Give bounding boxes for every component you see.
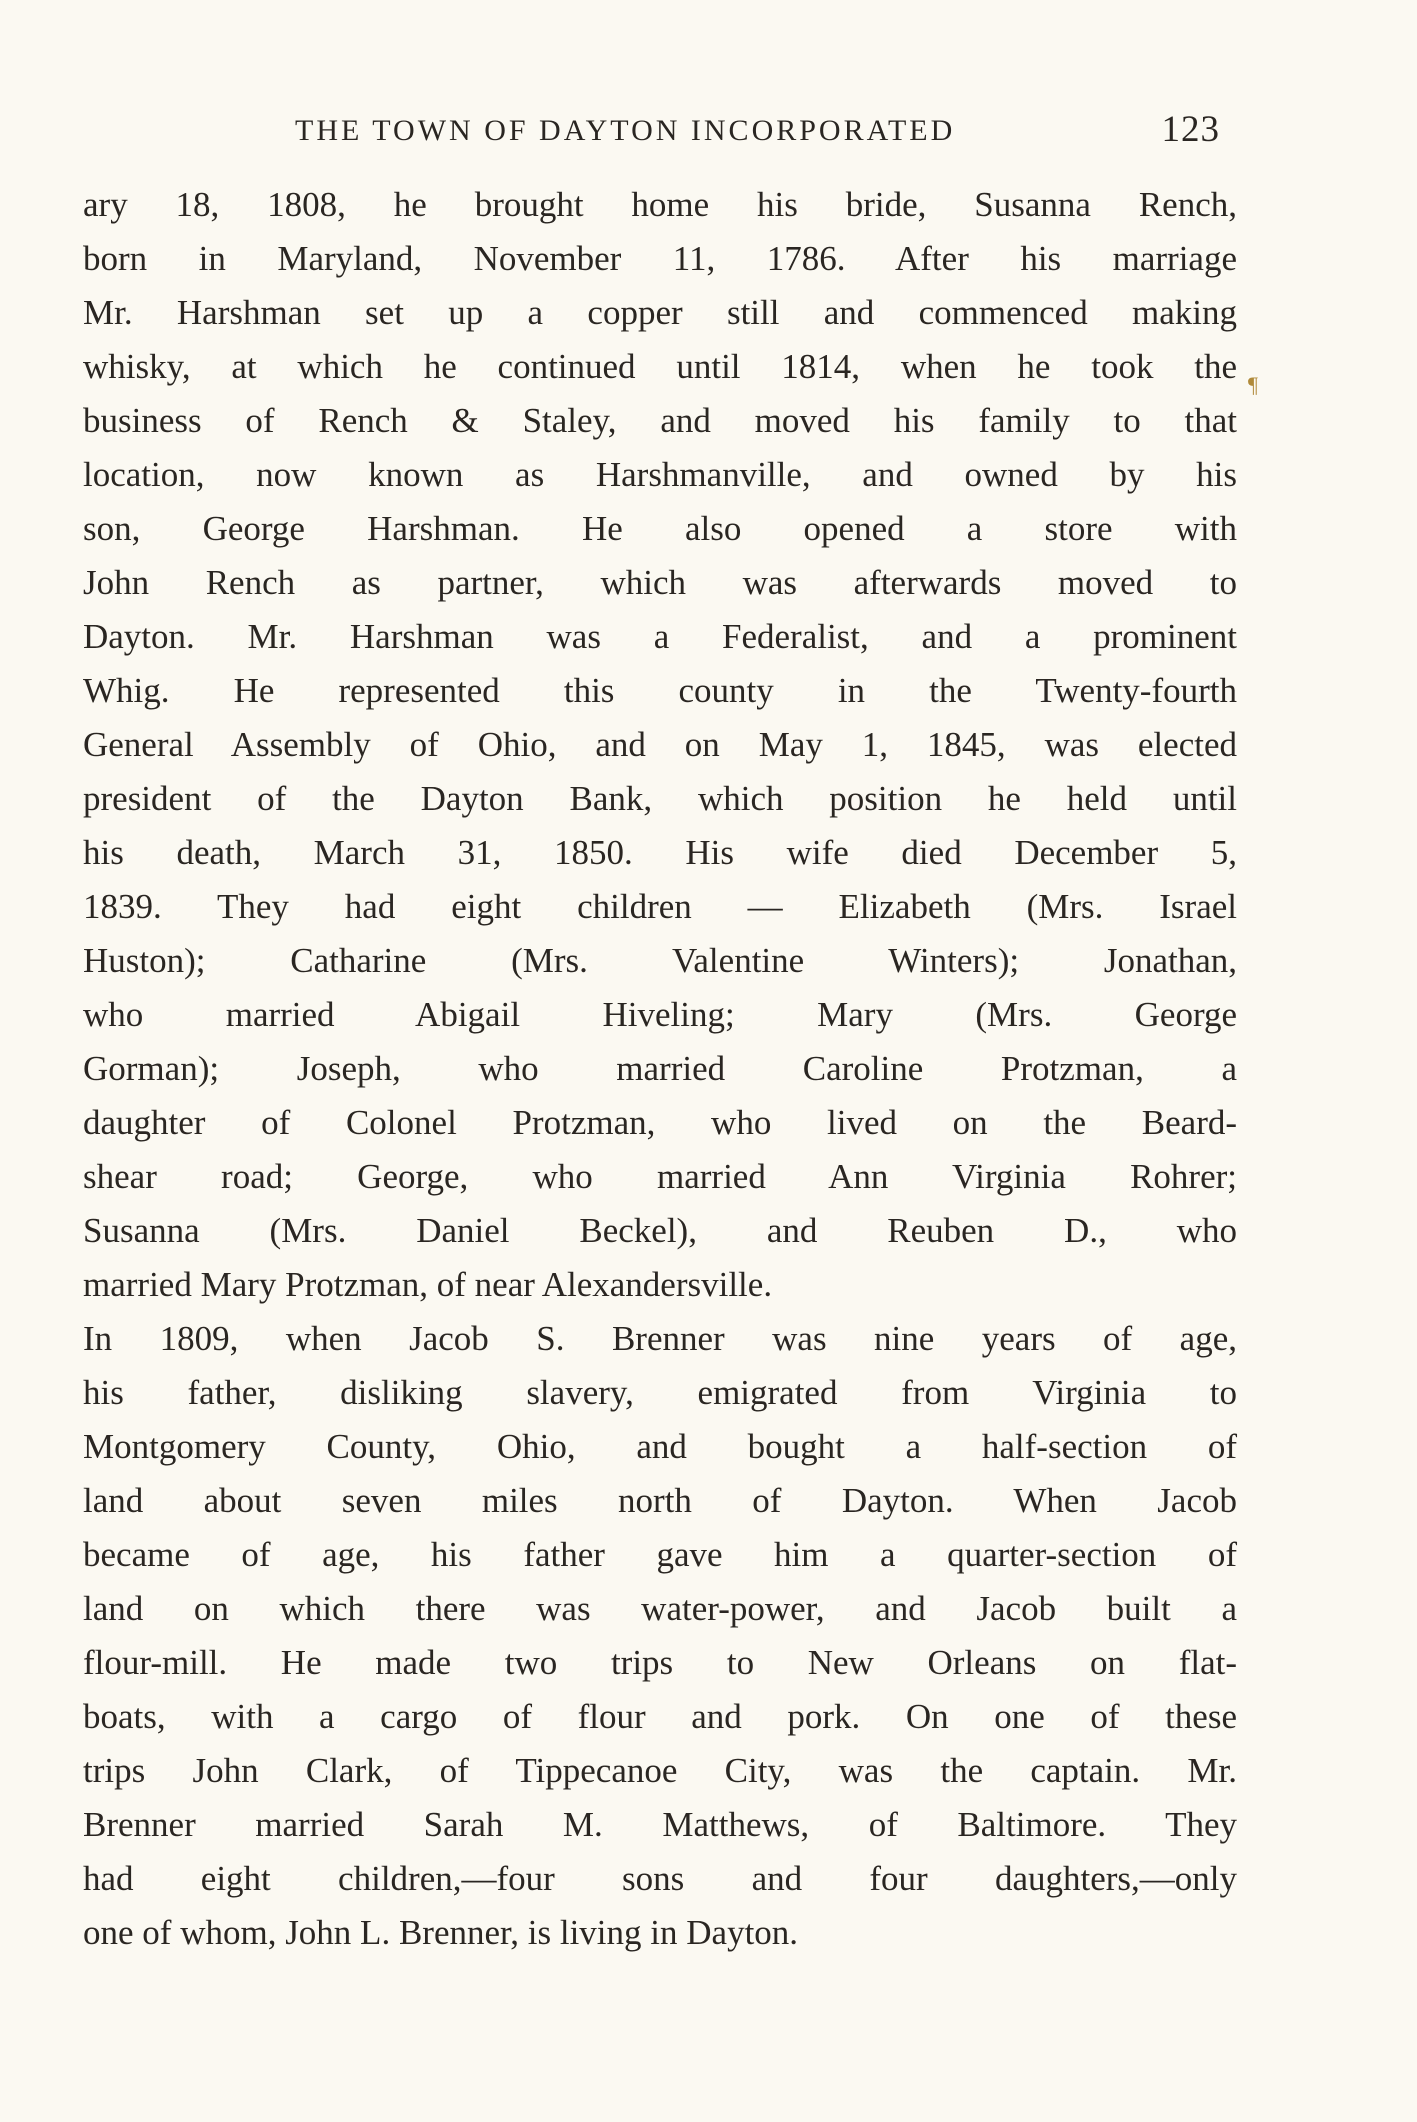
paragraph-2 (83, 1312, 1237, 1960)
text-line: location, now known as Harshmanville, and owned by his (83, 455, 1237, 494)
text-line: In 1809, when Jacob S. Brenner was nine years of age, (83, 1319, 1237, 1358)
text-line: ary 18, 1808, he brought home his bride, Susanna Rench, (83, 185, 1237, 224)
text-line: Susanna (Mrs. Daniel Beckel), and Reuben D., who (83, 1211, 1237, 1250)
text-line: his father, disliking slavery, emigrated from Virginia to (83, 1373, 1237, 1412)
text-line: became of age, his father gave him a quarter-section of (83, 1535, 1237, 1574)
text-line: his death, March 31, 1850. His wife died December 5, (83, 833, 1237, 872)
text-line: Huston); Catharine (Mrs. Valentine Winters); Jonathan, (83, 941, 1237, 980)
text-line: Whig. He represented this county in the Twenty-fourth (83, 671, 1237, 710)
text-line: General Assembly of Ohio, and on May 1, 1845, was elected (83, 725, 1237, 764)
page-number: 123 (1161, 109, 1220, 150)
text-line: flour-mill. He made two trips to New Orleans on flat- (83, 1643, 1237, 1682)
text-line: Montgomery County, Ohio, and bought a half-section of (83, 1427, 1237, 1466)
margin-mark: ¶ (1248, 372, 1258, 397)
text-line: land about seven miles north of Dayton. When Jacob (83, 1481, 1237, 1520)
text-line: Dayton. Mr. Harshman was a Federalist, and a prominent (83, 617, 1237, 656)
running-title: THE TOWN OF DAYTON INCORPORATED (295, 114, 956, 147)
text-line: born in Maryland, November 11, 1786. After his marriage (83, 239, 1237, 278)
paragraph-1 (83, 178, 1237, 1312)
text-line: who married Abigail Hiveling; Mary (Mrs. George (83, 995, 1237, 1034)
text-line: Gorman); Joseph, who married Caroline Protzman, a (83, 1049, 1237, 1088)
text-line: Brenner married Sarah M. Matthews, of Baltimore. They (83, 1805, 1237, 1844)
text-line: president of the Dayton Bank, which position he held until (83, 779, 1237, 818)
text-line: shear road; George, who married Ann Virginia Rohrer; (83, 1157, 1237, 1196)
body-text (83, 178, 1237, 1960)
text-line: boats, with a cargo of flour and pork. On one of these (83, 1697, 1237, 1736)
running-head (295, 108, 1220, 154)
text-line: had eight children,—four sons and four daughters,—only (83, 1859, 1237, 1898)
text-line: 1839. They had eight children — Elizabeth (Mrs. Israel (83, 887, 1237, 926)
text-line: Mr. Harshman set up a copper still and commenced making (83, 293, 1237, 332)
text-line: whisky, at which he continued until 1814, when he took the (83, 347, 1237, 386)
text-line: trips John Clark, of Tippecanoe City, was the captain. Mr. (83, 1751, 1237, 1790)
text-line: John Rench as partner, which was afterwards moved to (83, 563, 1237, 602)
text-line: daughter of Colonel Protzman, who lived on the Beard- (83, 1103, 1237, 1142)
text-line: business of Rench & Staley, and moved his family to that (83, 401, 1237, 440)
text-line: one of whom, John L. Brenner, is living in Dayton. (83, 1913, 799, 1952)
text-line: land on which there was water-power, and Jacob built a (83, 1589, 1237, 1628)
text-line: son, George Harshman. He also opened a store with (83, 509, 1237, 548)
text-line: married Mary Protzman, of near Alexandersville. (83, 1265, 773, 1304)
